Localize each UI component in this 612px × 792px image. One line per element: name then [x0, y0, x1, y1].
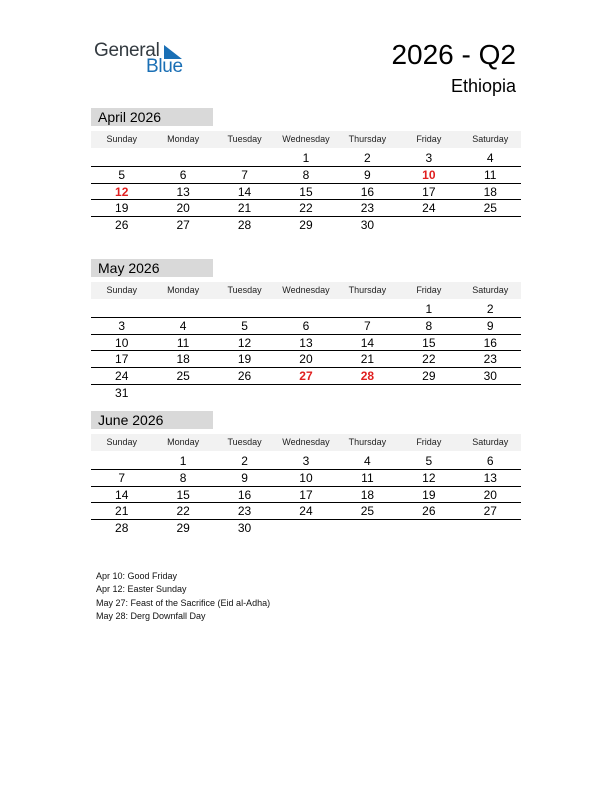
month-header: May 2026	[91, 259, 213, 277]
weekday-label: Wednesday	[282, 285, 330, 295]
day-cell: 1	[179, 454, 187, 468]
day-cell: 23	[360, 201, 375, 216]
day-cell: 12	[422, 470, 436, 485]
holiday-note: May 28: Derg Downfall Day	[96, 610, 206, 621]
day-cell: 11	[484, 167, 497, 182]
week-row	[91, 301, 521, 318]
day-cell: 4	[179, 318, 187, 333]
week-row	[91, 351, 521, 368]
logo-text-general: General	[94, 40, 160, 61]
day-cell	[460, 520, 521, 537]
weekday-label: Tuesday	[227, 437, 262, 447]
day-cell: 19	[237, 352, 252, 367]
month-calendar-june	[91, 411, 521, 537]
holiday-day-cell: 28	[360, 369, 375, 384]
day-cell	[337, 385, 398, 402]
weekday-label: Thursday	[348, 134, 387, 144]
day-cell: 29	[299, 218, 313, 233]
weekday-label: Thursday	[348, 285, 387, 295]
weekday-label: Monday	[167, 134, 200, 144]
weekday-label: Sunday	[106, 437, 137, 447]
day-cell: 13	[176, 184, 190, 199]
day-cell: 6	[179, 167, 187, 182]
day-cell: 26	[422, 504, 436, 519]
weekday-label: Tuesday	[227, 285, 262, 295]
day-cell: 5	[118, 167, 126, 182]
day-cell: 7	[118, 470, 126, 485]
week-row	[91, 184, 521, 201]
day-cell: 18	[483, 184, 497, 199]
week-row	[91, 385, 521, 402]
weekday-label: Wednesday	[282, 134, 330, 144]
day-cell	[398, 385, 459, 402]
day-cell: 14	[115, 487, 129, 502]
day-cell: 29	[176, 521, 190, 536]
day-cell: 17	[422, 184, 436, 199]
day-cell: 2	[241, 454, 248, 468]
day-cell: 9	[486, 318, 494, 333]
day-cell: 5	[425, 454, 433, 468]
day-cell	[152, 150, 213, 166]
day-cell	[214, 150, 275, 166]
day-cell: 4	[486, 151, 494, 165]
day-cell: 25	[176, 369, 190, 384]
day-cell: 4	[364, 454, 371, 468]
day-cell: 23	[237, 504, 252, 519]
day-cell: 1	[425, 302, 433, 316]
day-cell: 1	[302, 151, 310, 165]
month-header: April 2026	[91, 108, 213, 126]
weekday-label: Saturday	[472, 134, 509, 144]
day-cell: 30	[360, 218, 375, 233]
day-cell: 21	[237, 201, 252, 216]
week-row	[91, 217, 521, 234]
day-cell: 6	[486, 454, 494, 468]
day-cell: 13	[483, 470, 497, 485]
day-cell: 30	[237, 521, 252, 536]
weekday-label: Sunday	[106, 134, 137, 144]
day-cell	[214, 301, 275, 317]
day-cell: 28	[115, 521, 129, 536]
day-cell: 26	[115, 218, 129, 233]
day-cell: 27	[176, 218, 190, 233]
day-cell: 14	[237, 184, 252, 199]
day-cell	[398, 217, 459, 234]
weekday-label: Monday	[167, 437, 200, 447]
day-cell: 8	[179, 470, 187, 485]
week-row	[91, 453, 521, 470]
day-cell: 7	[364, 318, 371, 333]
day-cell: 24	[422, 201, 436, 216]
day-cell	[152, 301, 213, 317]
week-row	[91, 368, 521, 385]
month-calendar-may	[91, 259, 521, 402]
month-calendar-april	[91, 108, 521, 234]
day-cell: 22	[422, 352, 436, 367]
day-cell: 18	[360, 487, 375, 502]
day-cell	[275, 520, 336, 537]
day-cell: 16	[483, 335, 497, 350]
day-cell: 2	[486, 302, 494, 316]
weekday-label: Monday	[167, 285, 200, 295]
holiday-note: Apr 10: Good Friday	[96, 571, 178, 581]
day-cell: 2	[364, 151, 371, 165]
week-row	[91, 503, 521, 520]
day-cell	[398, 520, 459, 537]
day-cell	[460, 217, 521, 234]
day-cell: 10	[115, 335, 129, 350]
day-cell: 8	[302, 167, 310, 182]
day-cell: 14	[360, 335, 375, 350]
day-cell: 18	[176, 352, 190, 367]
day-cell: 20	[176, 201, 190, 216]
day-cell: 8	[425, 318, 433, 333]
weekday-label: Saturday	[472, 437, 509, 447]
holiday-note: Apr 12: Easter Sunday	[96, 584, 187, 595]
day-cell: 25	[360, 504, 375, 519]
day-cell: 28	[237, 218, 252, 233]
week-row	[91, 167, 521, 184]
day-cell: 17	[115, 352, 129, 367]
weekday-header-row	[91, 434, 521, 451]
holiday-day-cell: 27	[299, 369, 313, 384]
weekday-label: Friday	[416, 437, 442, 447]
weekday-label: Wednesday	[282, 437, 330, 447]
day-cell: 27	[483, 504, 497, 519]
day-cell: 31	[115, 385, 129, 400]
day-cell	[91, 301, 152, 317]
day-cell: 22	[299, 201, 313, 216]
page-title: 2026 - Q2	[391, 39, 516, 70]
country-label: Ethiopia	[450, 76, 516, 96]
day-cell: 16	[360, 184, 375, 199]
day-cell: 11	[176, 335, 190, 350]
day-cell: 30	[483, 369, 497, 384]
day-cell: 7	[241, 167, 248, 182]
day-cell: 11	[361, 470, 374, 485]
week-row	[91, 520, 521, 537]
day-cell: 9	[241, 470, 248, 485]
weekday-label: Friday	[416, 134, 442, 144]
weekday-label: Thursday	[348, 437, 387, 447]
day-cell	[337, 301, 398, 317]
day-cell: 24	[115, 369, 129, 384]
week-row	[91, 318, 521, 335]
week-row	[91, 200, 521, 217]
day-cell	[152, 385, 213, 402]
day-cell: 9	[364, 167, 371, 182]
holiday-notes	[96, 570, 270, 623]
day-cell: 24	[299, 504, 313, 519]
weekday-header-row	[91, 282, 521, 299]
day-cell	[214, 385, 275, 402]
week-row	[91, 487, 521, 504]
day-cell: 15	[299, 184, 313, 199]
day-cell: 26	[237, 369, 252, 384]
day-cell: 22	[176, 504, 190, 519]
day-cell: 17	[299, 487, 313, 502]
day-cell: 20	[299, 352, 313, 367]
day-cell: 19	[422, 487, 436, 502]
week-row	[91, 335, 521, 352]
month-header: June 2026	[91, 411, 213, 429]
day-cell	[275, 301, 336, 317]
day-cell: 16	[237, 487, 252, 502]
logo-text-blue: Blue	[146, 56, 183, 77]
week-row	[91, 470, 521, 487]
weekday-label: Sunday	[106, 285, 137, 295]
weekday-label: Friday	[416, 285, 442, 295]
day-cell: 3	[302, 454, 310, 468]
day-cell: 21	[115, 504, 129, 519]
day-cell: 23	[483, 352, 497, 367]
week-row	[91, 150, 521, 167]
day-cell	[460, 385, 521, 402]
day-cell: 29	[422, 369, 436, 384]
day-cell: 20	[483, 487, 497, 502]
weekday-label: Saturday	[472, 285, 509, 295]
day-cell	[337, 520, 398, 537]
day-cell: 3	[118, 318, 126, 333]
day-cell: 5	[241, 318, 248, 333]
weekday-header-row	[91, 131, 521, 148]
day-cell: 12	[237, 335, 252, 350]
day-cell: 13	[299, 335, 313, 350]
day-cell: 6	[302, 318, 310, 333]
holiday-day-cell: 10	[422, 167, 436, 182]
day-cell: 19	[115, 201, 129, 216]
day-cell: 15	[422, 335, 436, 350]
day-cell: 15	[176, 487, 190, 502]
holiday-note: May 27: Feast of the Sacrifice (Eid al-Adha)	[96, 597, 271, 608]
logo	[94, 40, 204, 80]
day-cell: 21	[360, 352, 375, 367]
holiday-day-cell: 12	[115, 184, 129, 199]
day-cell	[275, 385, 336, 402]
day-cell	[91, 150, 152, 166]
weekday-label: Tuesday	[227, 134, 262, 144]
day-cell: 10	[299, 470, 313, 485]
day-cell: 3	[425, 151, 433, 165]
day-cell: 25	[483, 201, 497, 216]
day-cell	[91, 453, 152, 469]
